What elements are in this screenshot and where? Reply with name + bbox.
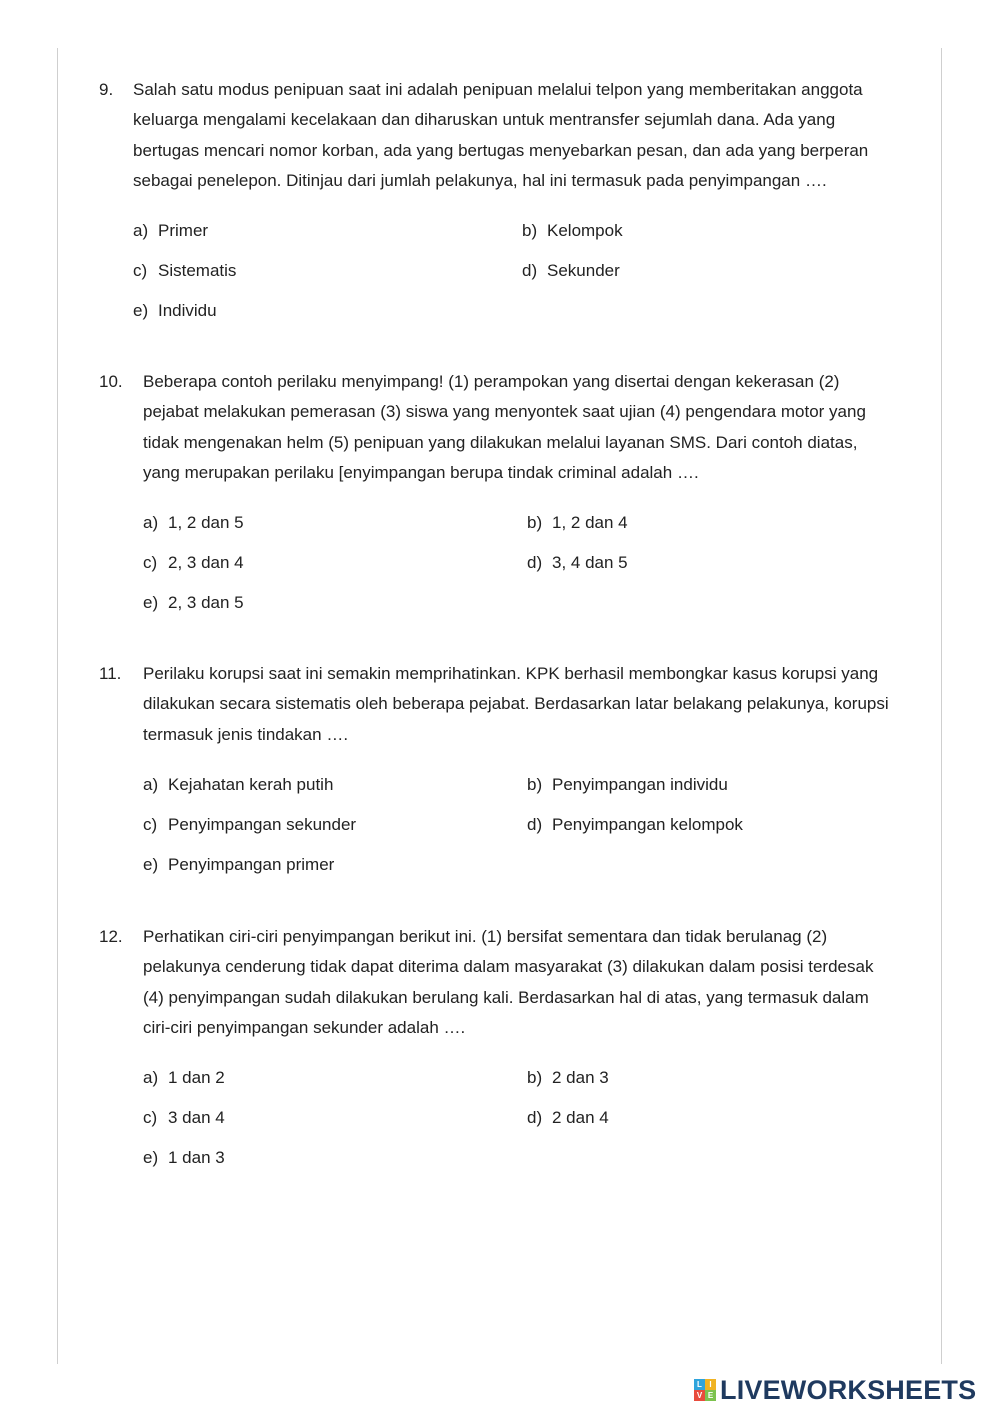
logo-text: LIVEWORKSHEETS — [720, 1374, 977, 1405]
question-number: 9. — [99, 80, 114, 99]
question-number: 12. — [99, 927, 123, 946]
option-c[interactable]: c) Penyimpangan sekunder — [143, 815, 357, 834]
option-d[interactable]: d) 3, 4 dan 5 — [527, 553, 628, 572]
option-e[interactable]: e) 1 dan 3 — [143, 1148, 225, 1167]
option-a[interactable]: a) 1, 2 dan 5 — [143, 513, 244, 532]
question-text: Perilaku korupsi saat ini semakin memprihatinkan. KPK berhasil membongkar kasus korupsi yang dilakukan secara sistematis oleh beberapa pejabat. Berdasarkan latar belakang pelakunya, korupsi termasuk jenis tindakan …. — [143, 664, 889, 744]
option-b[interactable]: b) Penyimpangan individu — [527, 775, 728, 794]
question-text: Salah satu modus penipuan saat ini adalah penipuan melalui telpon yang memberitakan anggota keluarga mengalami kecelakaan dan diharuskan untuk mentransfer sejumlah dana. Ada yang bertugas mencari nomor korban, ada yang bertugas menyebarkan pesan, dan ada yang berperan sebagai penelepon. Ditinjau dari jumlah pelakunya, hal ini termasuk pada penyimpangan …. — [133, 80, 869, 190]
option-d[interactable]: d) Penyimpangan kelompok — [527, 815, 743, 834]
option-b[interactable]: b) 2 dan 3 — [527, 1068, 609, 1087]
option-a[interactable]: a) Kejahatan kerah putih — [143, 775, 334, 794]
option-e[interactable]: e) Penyimpangan primer — [143, 855, 335, 874]
option-b[interactable]: b) Kelompok — [522, 221, 623, 240]
question-number: 11. — [99, 664, 122, 683]
right-margin-line — [941, 48, 942, 1364]
liveworksheets-logo[interactable] — [694, 1375, 976, 1405]
question-text: Perhatikan ciri-ciri penyimpangan berikut ini. (1) bersifat sementara dan tidak berulanag (2) pelakunya cenderung tidak dapat diterima dalam masyarakat (3) dilakukan dalam posisi terdesak (4) penyimpangan sudah dilakukan berulang kali. Berdasarkan hal di atas, yang termasuk dalam ciri-ciri penyimpangan sekunder adalah …. — [143, 927, 874, 1037]
question-number: 10. — [99, 372, 123, 391]
option-c[interactable]: c) 3 dan 4 — [143, 1108, 225, 1127]
liveworksheets-mark-icon: L I V E — [694, 1379, 716, 1401]
option-a[interactable]: a) 1 dan 2 — [143, 1068, 225, 1087]
option-d[interactable]: d) 2 dan 4 — [527, 1108, 609, 1127]
left-margin-line — [57, 48, 58, 1364]
option-e[interactable]: e) 2, 3 dan 5 — [143, 593, 244, 612]
option-c[interactable]: c) Sistematis — [133, 261, 237, 280]
option-e[interactable]: e) Individu — [133, 301, 217, 320]
option-d[interactable]: d) Sekunder — [522, 261, 620, 280]
option-a[interactable]: a) Primer — [133, 221, 209, 240]
option-b[interactable]: b) 1, 2 dan 4 — [527, 513, 628, 532]
option-c[interactable]: c) 2, 3 dan 4 — [143, 553, 244, 572]
question-text: Beberapa contoh perilaku menyimpang! (1) perampokan yang disertai dengan kekerasan (2) pejabat melakukan pemerasan (3) siswa yang menyontek saat ujian (4) pengendara motor yang tidak mengenakan helm (5) penipuan yang dilakukan melalui layanan SMS. Dari contoh diatas, yang merupakan perilaku [enyimpangan berupa tindak criminal adalah …. — [143, 372, 866, 482]
